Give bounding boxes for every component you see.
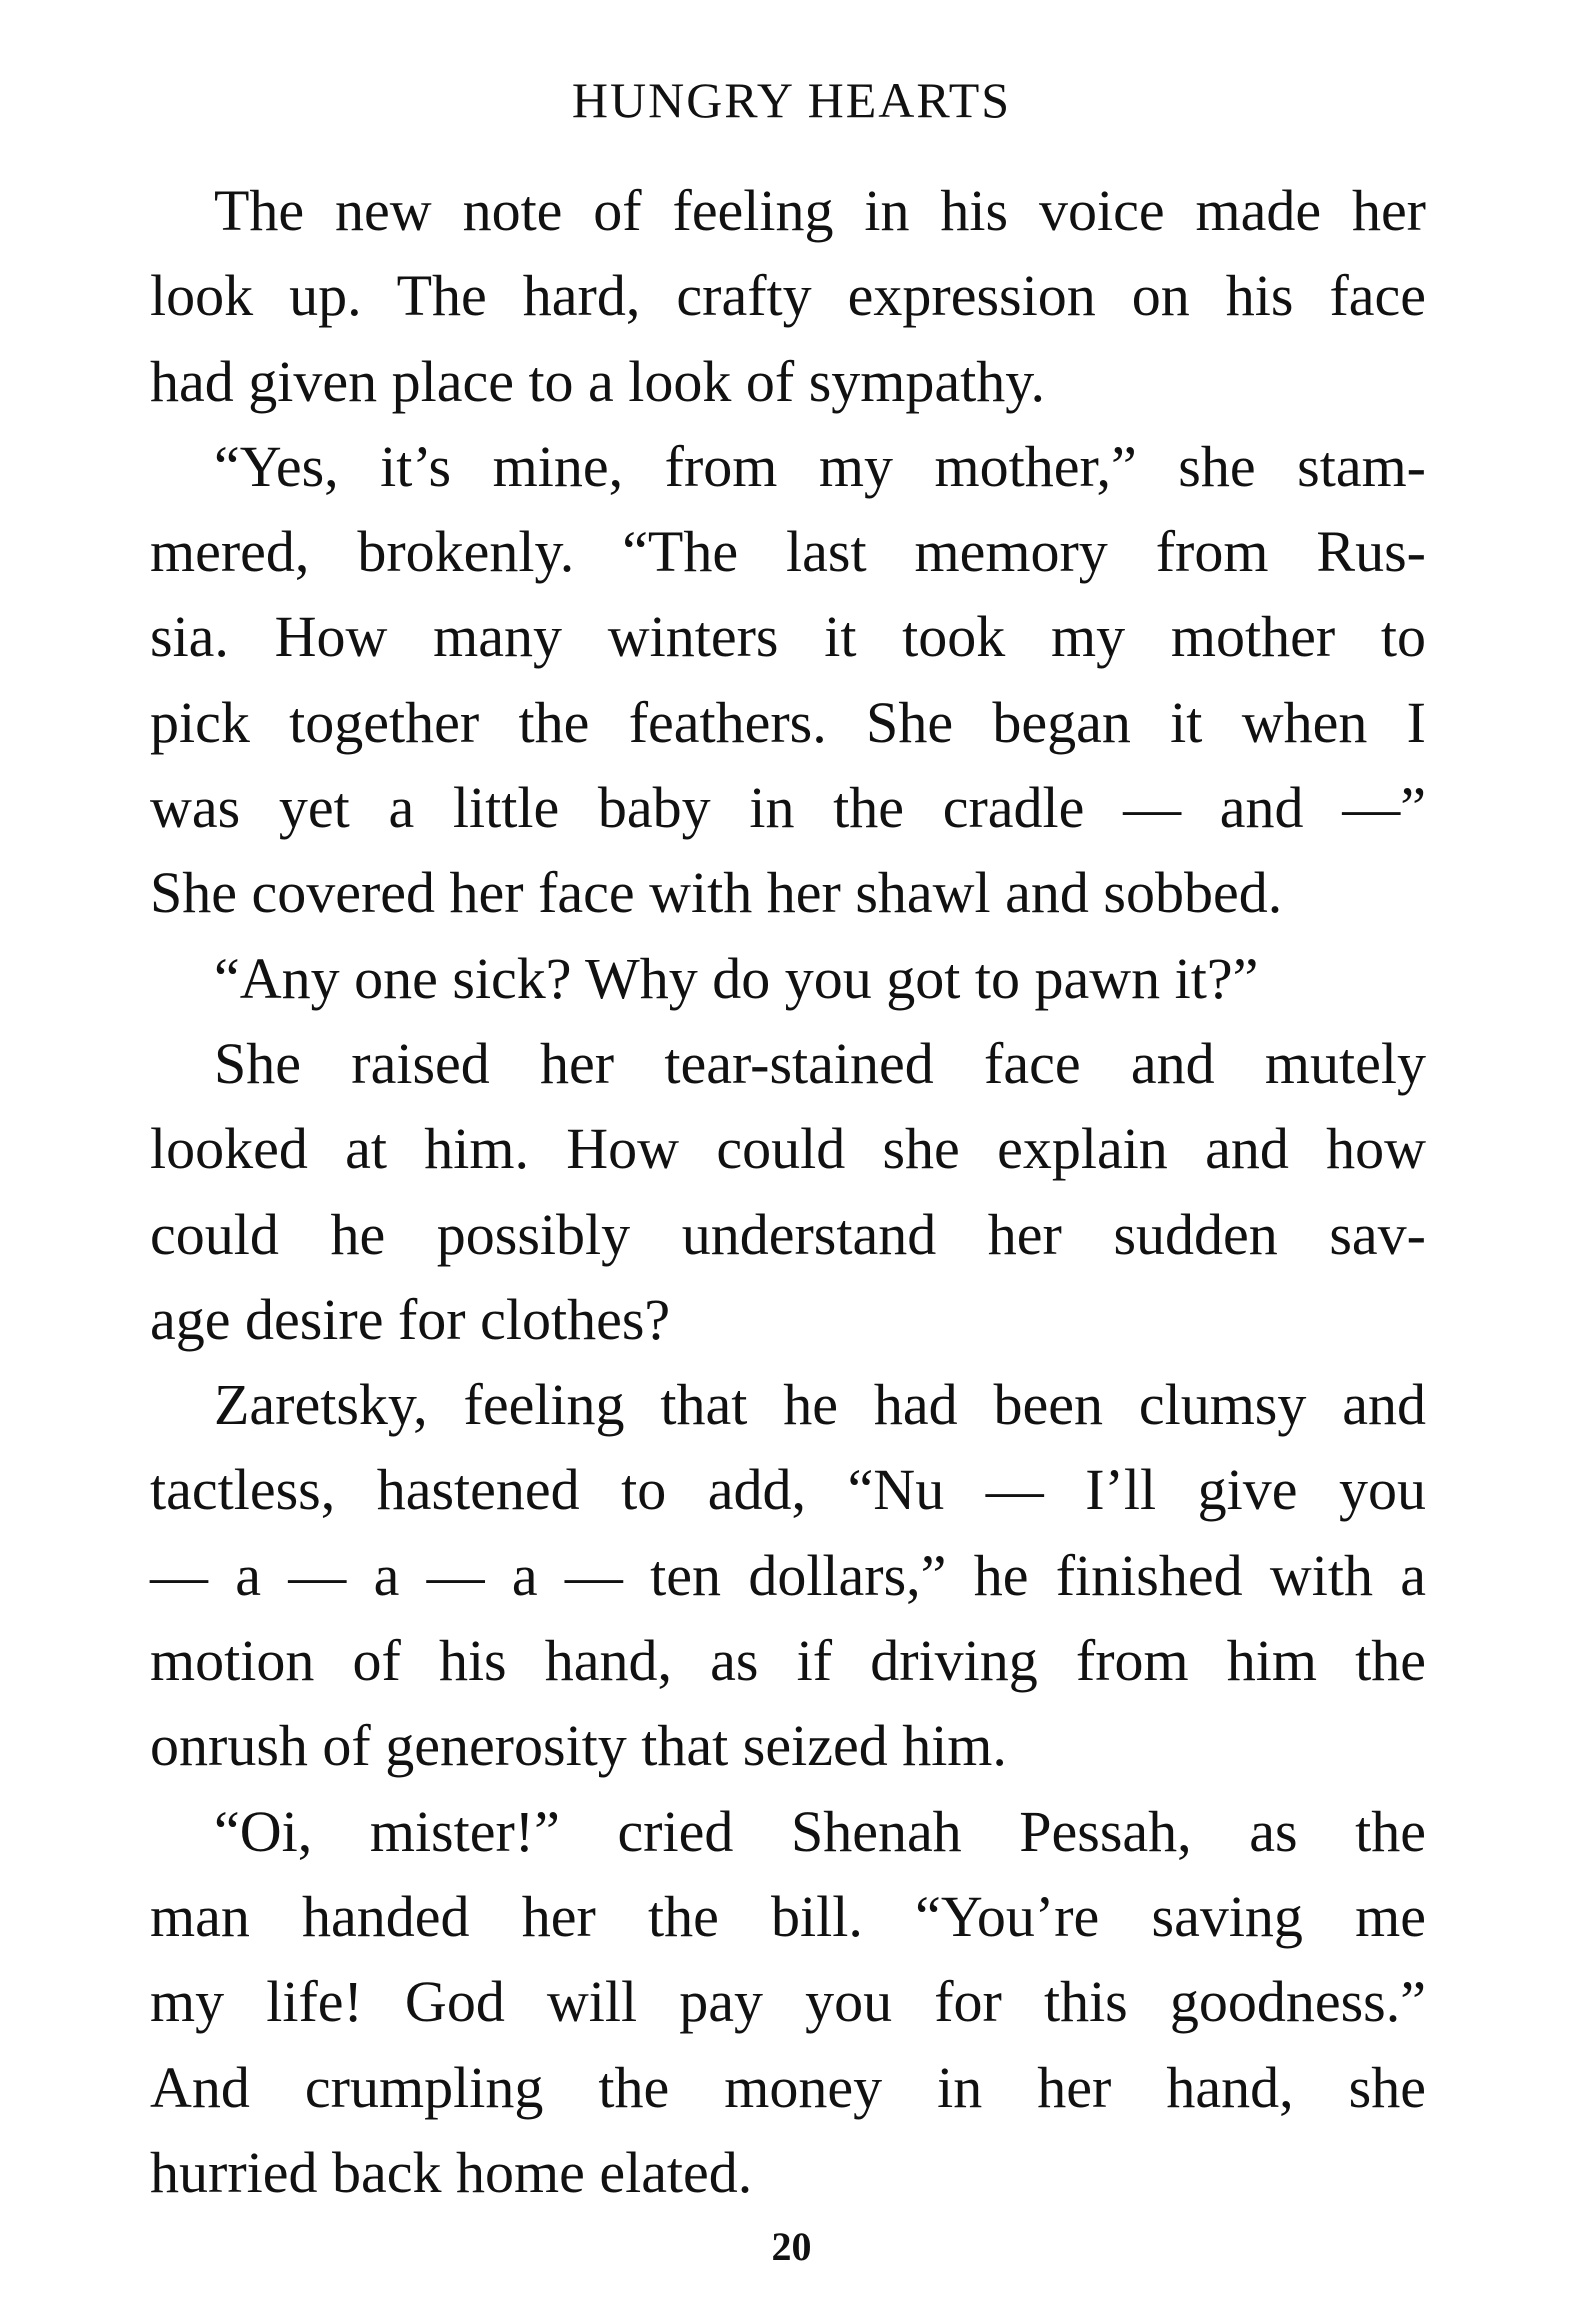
text-line: had given place to a look of sympathy. (150, 348, 1046, 414)
text-line: sia. How many winters it took my mother to (150, 604, 1426, 670)
text-line: look up. The hard, crafty expression on his face (150, 263, 1426, 329)
text-line: pick together the feathers. She began it when I (150, 689, 1426, 755)
text-line: “Oi, mister!” cried Shenah Pessah, as the (214, 1798, 1426, 1864)
text-line: looked at him. How could she explain and how (150, 1116, 1426, 1182)
text-line: motion of his hand, as if driving from him the (150, 1628, 1426, 1694)
text-line: “Any one sick? Why do you got to pawn it?” (214, 945, 1259, 1011)
text-line: could he possibly understand her sudden sav- (150, 1201, 1426, 1267)
page-number: 20 (771, 2224, 812, 2269)
text-line: onrush of generosity that seized him. (150, 1713, 1007, 1779)
text-line: And crumpling the money in her hand, she (150, 2054, 1426, 2120)
text-line: was yet a little baby in the cradle — and —” (150, 775, 1426, 841)
text-line: age desire for clothes? (150, 1286, 671, 1352)
text-line: hurried back home elated. (150, 2139, 753, 2205)
text-line: “Yes, it’s mine, from my mother,” she stam- (214, 433, 1426, 499)
running-head: HUNGRY HEARTS (571, 72, 1012, 128)
text-line: my life! God will pay you for this goodness.” (150, 1969, 1426, 2035)
text-line: She covered her face with her shawl and sobbed. (150, 860, 1283, 926)
text-line: — a — a — a — ten dollars,” he finished with a (150, 1542, 1426, 1608)
body-text (150, 168, 1426, 2215)
text-line: mered, brokenly. “The last memory from Rus- (150, 519, 1426, 585)
text-line: man handed her the bill. “You’re saving me (150, 1883, 1426, 1949)
text-line: tactless, hastened to add, “Nu — I’ll give you (150, 1457, 1426, 1523)
text-line: She raised her tear-stained face and mutely (214, 1030, 1426, 1096)
text-line: Zaretsky, feeling that he had been clumsy and (214, 1372, 1426, 1438)
text-line: The new note of feeling in his voice made her (214, 178, 1426, 243)
